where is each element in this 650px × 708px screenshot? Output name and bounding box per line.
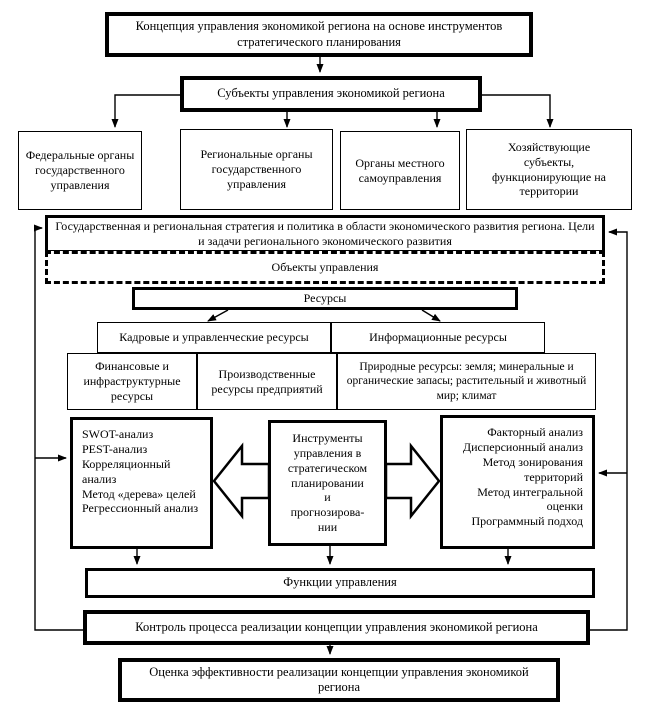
tools-line: прогнозирова- [290,505,365,520]
natural-resources-box: Природные ресурсы: земля; минеральные и органические запасы; растительный и животный мир; климат [337,353,596,410]
info-resources-box: Информационные ресурсы [331,322,545,353]
method-item: PEST-анализ [82,441,148,456]
economic-entities-box: Хозяйствующие субъекты, функционирующие на территории [466,129,632,210]
federal-bodies-box: Федеральные органы государственного управления [18,131,142,210]
method-item: Дисперсионный анализ [462,439,583,454]
left-methods-box [70,417,213,549]
method-item: Программный подход [471,514,583,529]
left-block-arrow-icon [214,446,269,516]
right-block-arrow-icon [386,446,439,516]
tools-line: Инструменты [292,430,363,445]
subjects-box: Субъекты управления экономикой региона [180,76,482,112]
arrow-subjects-economic [482,95,550,127]
hr-resources-box: Кадровые и управленческие ресурсы [97,322,331,353]
method-item: Метод интегральной оценки [477,484,583,514]
tools-line: управления в [293,445,362,460]
tools-line: нии [317,520,338,535]
arrow-resources-hr [208,310,228,321]
method-item: SWOT-анализ [82,427,154,441]
tools-line: планировании [291,475,364,490]
resources-box: Ресурсы [132,287,518,310]
regional-bodies-box: Региональные органы государственного управления [180,129,333,210]
method-item: Метод зонирования территорий [482,454,583,484]
functions-box: Функции управления [85,568,595,598]
tools-line: и [324,490,331,505]
local-government-box: Органы местного самоуправления [340,131,460,210]
arrow-resources-info [422,310,440,321]
production-resources-box: Производственные ресурсы предприятий [197,353,337,410]
method-item: Регрессионный анализ [82,501,199,516]
method-item: Метод «дерева» целей [82,486,196,501]
concept-box: Концепция управления экономикой региона на основе инструментов стратегического планирования [105,12,533,57]
management-objects-box: Объекты управления [45,251,605,284]
method-item: Факторный анализ [487,425,583,439]
right-methods-box [440,415,595,549]
finance-resources-box: Финансовые и инфраструктурные ресурсы [67,353,197,410]
tools-line: стратегическом [287,460,368,475]
strategy-box: Государственная и региональная стратегия и политика в области экономического развития региона. Цели и задачи регионального экономического развития [45,215,605,253]
control-box: Контроль процесса реализации концепции управления экономикой региона [83,610,590,645]
arrow-subjects-federal [115,95,180,127]
evaluation-box: Оценка эффективности реализации концепции управления экономикой региона [118,658,560,702]
method-item: Корреляционный анализ [82,456,171,486]
tools-box [268,420,387,546]
